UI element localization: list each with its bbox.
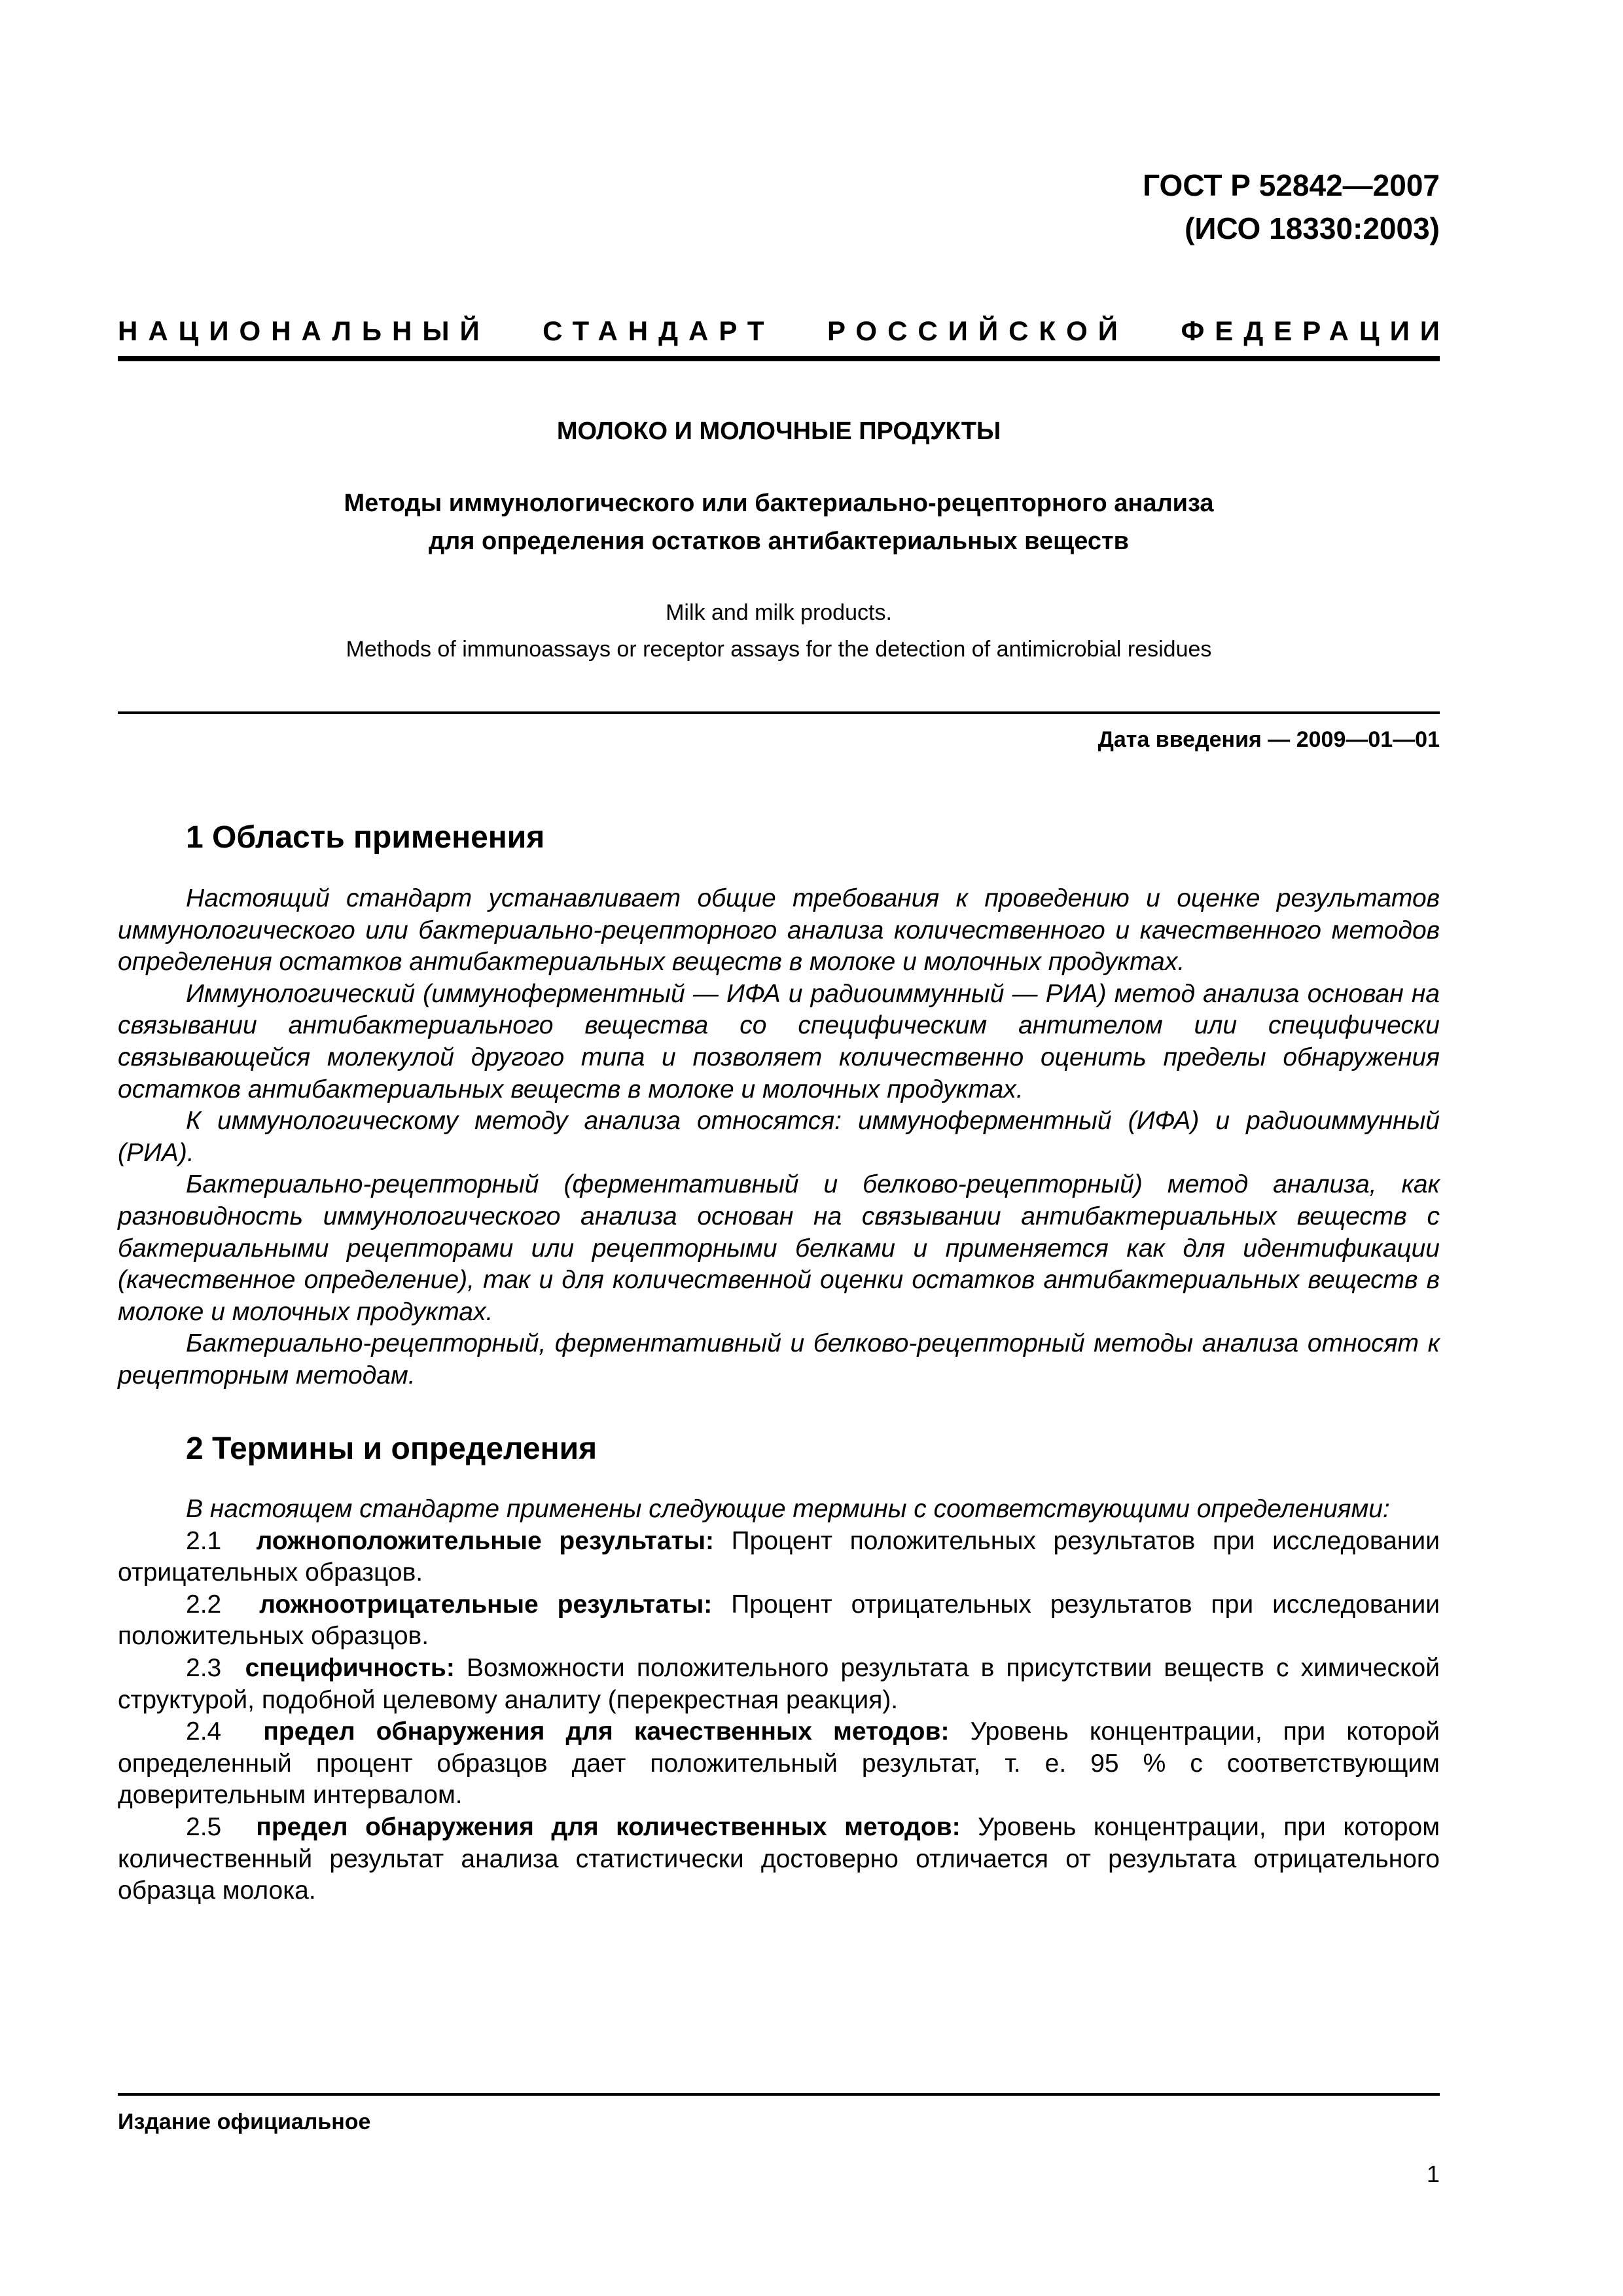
banner-word: ФЕДЕРАЦИИ (1181, 315, 1450, 346)
term-item (118, 1589, 1440, 1653)
term-number: 2.4 (186, 1717, 222, 1746)
term-number: 2.3 (186, 1653, 222, 1682)
term-definition: Уровень концентрации, при котором количественный результат анализа статистически достоверно отличается от результата отрицательного образца молока. (118, 1812, 1440, 1905)
term-definition: Процент положительных результатов при исследовании отрицательных образцов. (118, 1526, 1440, 1587)
banner-word: НАЦИОНАЛЬНЫЙ (118, 315, 490, 346)
term-name: ложноположительные результаты: (256, 1526, 714, 1555)
standard-code: ГОСТ Р 52842—2007 (1143, 168, 1440, 202)
term-number: 2.5 (186, 1812, 222, 1841)
term-definition: Процент отрицательных результатов при исследовании положительных образцов. (118, 1590, 1440, 1651)
banner-word: РОССИЙСКОЙ (827, 315, 1128, 346)
paragraph: Бактериально-рецепторный (ферментативный и белково-рецепторный) метод анализа, как разновидность иммунологического анализа основан на связывании антибактериальных веществ с бактериальными рецепторами или рецепторными белками и применяется как для идентификации (качественное определение), так и для количественной оценки остатков антибактериальных веществ в молоке и молочных продуктах. (118, 1170, 1440, 1326)
national-standard-banner (118, 312, 1450, 351)
section-2-heading: 2 Термины и определения (186, 1431, 597, 1466)
paragraph: Настоящий стандарт устанавливает общие требования к проведению и оценке результатов иммунологического или бактериально-рецепторного анализа количественного и качественного методов определения остатков антибактериальных веществ в молоке и молочных продуктах. (118, 884, 1440, 977)
title-divider (118, 711, 1440, 714)
header-divider (118, 356, 1440, 361)
term-name: предел обнаружения для качественных методов: (263, 1717, 950, 1746)
paragraph: К иммунологическому методу анализа относятся: иммуноферментный (ИФА) и радиоиммунный (РИА). (118, 1107, 1440, 1167)
term-item (118, 1716, 1440, 1812)
official-edition-label: Издание официальное (118, 2109, 371, 2134)
section-2-body (118, 1494, 1440, 1907)
footer-divider (118, 2093, 1440, 2096)
subtitle-line: Методы иммунологического или бактериально-рецепторного анализа (344, 490, 1214, 517)
iso-code: (ИСО 18330:2003) (1185, 211, 1440, 245)
term-item (118, 1653, 1440, 1716)
term-number: 2.1 (186, 1526, 222, 1555)
english-title (118, 594, 1440, 668)
term-name: ложноотрицательные результаты: (259, 1590, 713, 1619)
section-1-heading: 1 Область применения (186, 820, 545, 855)
english-title-line: Milk and milk products. (666, 600, 892, 625)
subtitle-line: для определения остатков антибактериальных веществ (429, 528, 1129, 555)
term-item (118, 1812, 1440, 1907)
document-title: МОЛОКО И МОЛОЧНЫЕ ПРОДУКТЫ (556, 418, 1001, 445)
page-number: 1 (1426, 2161, 1440, 2187)
introduction-date: Дата введения — 2009—01—01 (1097, 727, 1440, 752)
standard-code-block (118, 164, 1440, 250)
term-name: специфичность: (245, 1653, 455, 1682)
english-title-line: Methods of immunoassays or receptor assays for the detection of antimicrobial residues (346, 637, 1212, 662)
term-name: предел обнаружения для количественных методов: (256, 1812, 961, 1841)
term-item (118, 1526, 1440, 1589)
section-1-body (118, 883, 1440, 1392)
paragraph: Бактериально-рецепторный, ферментативный и белково-рецепторный методы анализа относят к рецепторным методам. (118, 1329, 1440, 1390)
term-definition: Уровень концентрации, при которой определенный процент образцов дает положительный результат, т. е. 95 % с соответствующим доверительным интервалом. (118, 1717, 1440, 1810)
term-number: 2.2 (186, 1590, 222, 1619)
document-subtitle (118, 484, 1440, 560)
section-2-intro: В настоящем стандарте применены следующие термины с соответствующими определениями: (186, 1495, 1390, 1523)
banner-word: СТАНДАРТ (543, 315, 775, 346)
paragraph: Иммунологический (иммуноферментный — ИФА и радиоиммунный — РИА) метод анализа основан на связывании антибактериального вещества со специфическим антителом или специфически связывающейся молекулой другого типа и позволяет количественно оценить пределы обнаружения остатков антибактериальных веществ в молоке и молочных продуктах. (118, 979, 1440, 1103)
term-definition: Возможности положительного результата в присутствии веществ с химической структурой, подобной целевому аналиту (перекрестная реакция). (118, 1653, 1440, 1714)
